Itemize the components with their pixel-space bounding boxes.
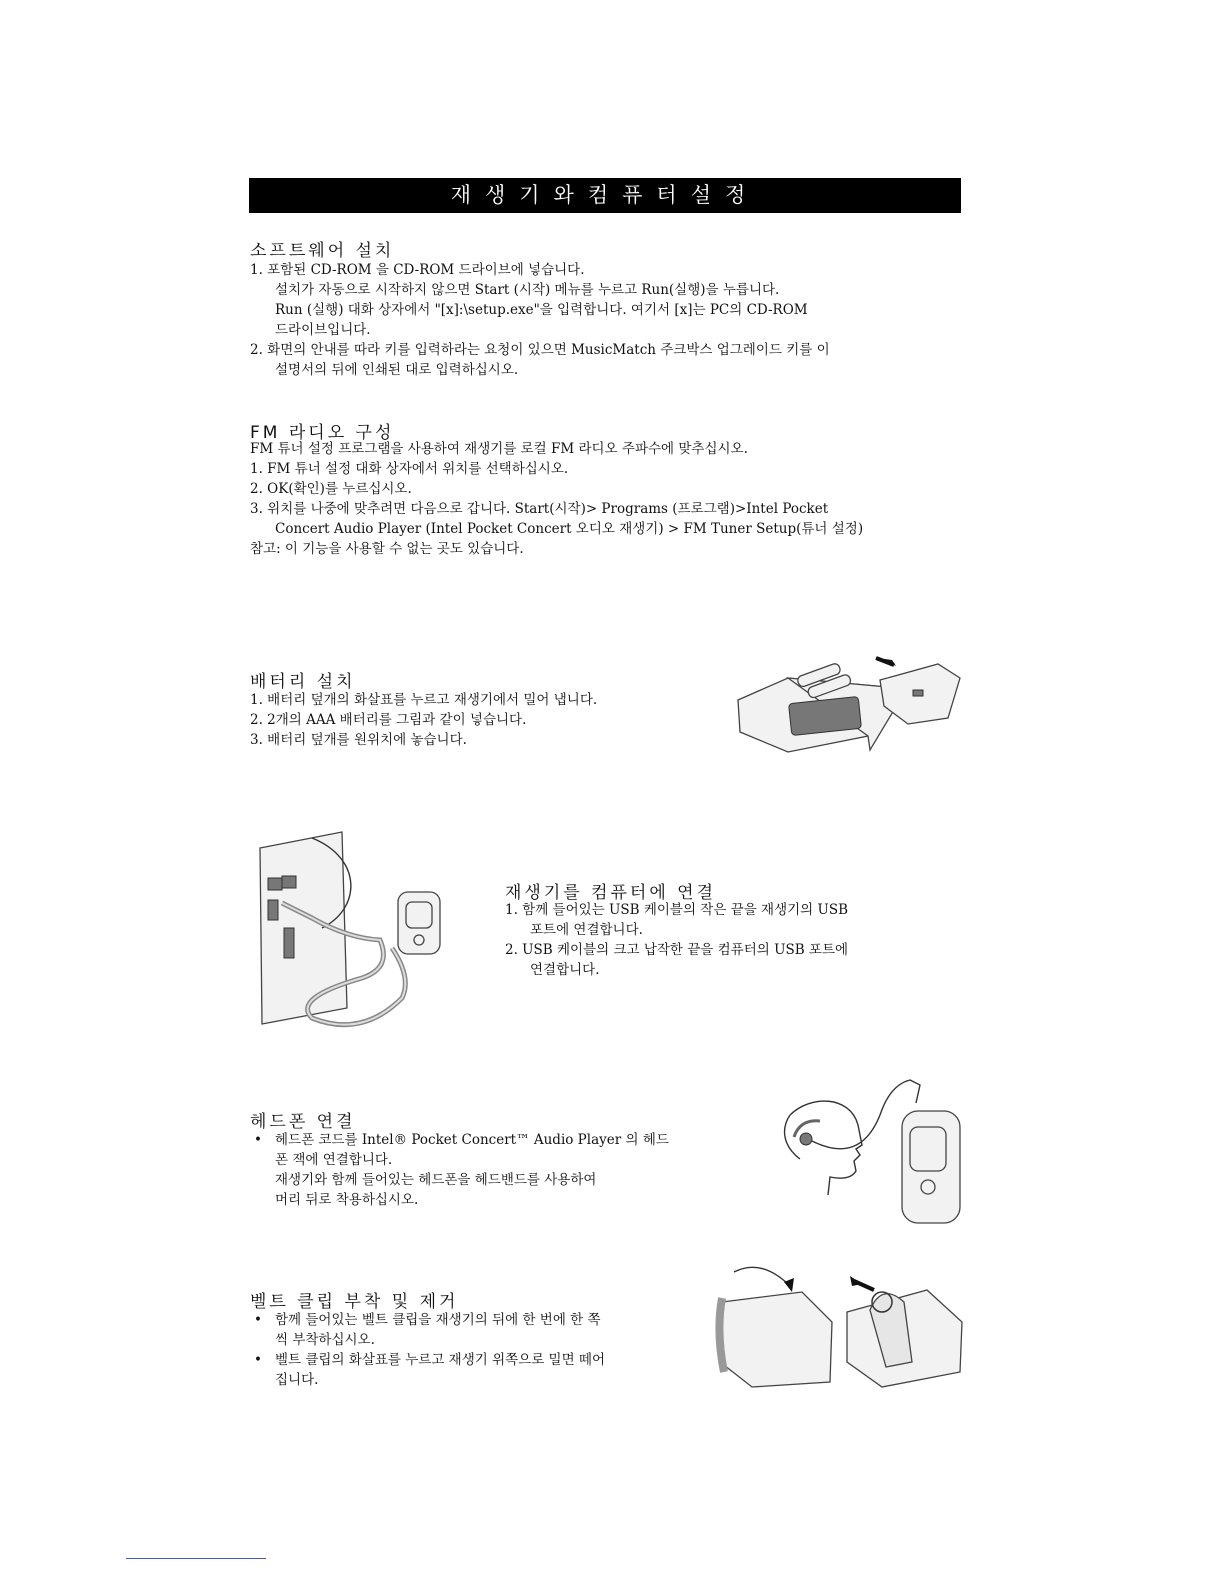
battery-heading: 배터리 설치	[250, 672, 356, 692]
beltclip-illustration	[712, 1262, 967, 1392]
fm-line-3: 2. OK(확인)를 누르십시오.	[250, 481, 412, 497]
headphone-line-1: • 헤드폰 코드를 Intel® Pocket Concert™ Audio Player 의 헤드	[250, 1130, 669, 1150]
battery-illustration	[728, 640, 968, 760]
software-line-1: 1. 포함된 CD-ROM 을 CD-ROM 드라이브에 넣습니다.	[250, 262, 585, 278]
beltclip-heading: 벨트 클립 부착 및 제거	[250, 1292, 459, 1312]
fm-line-1: FM 튜너 설정 프로그램을 사용하여 재생기를 로컬 FM 라디오 주파수에 맞추십시오.	[250, 441, 748, 457]
connect-line-3: 2. USB 케이블의 크고 납작한 끝을 컴퓨터의 USB 포트에	[505, 942, 849, 958]
fm-line-4: 3. 위치를 나중에 맞추려면 다음으로 갑니다. Start(시작)> Programs (프로그램)>Intel Pocket	[250, 501, 829, 517]
beltclip-line-1: • 함께 들어있는 벨트 클립을 재생기의 뒤에 한 번에 한 쪽	[250, 1310, 605, 1330]
fm-line-5: Concert Audio Player (Intel Pocket Concert 오디오 재생기) > FM Tuner Setup(튜너 설정)	[275, 521, 864, 537]
page-title-banner: 재생기와컴퓨터설정	[249, 178, 961, 213]
fm-heading: FM 라디오 구성	[250, 423, 395, 443]
beltclip-line-3: • 벨트 클립의 화살표를 누르고 재생기 위쪽으로 밀면 떼어	[250, 1350, 605, 1370]
software-line-2: 설치가 자동으로 시작하지 않으면 Start (시작) 메뉴를 누르고 Run(실행)을 누릅니다.	[275, 282, 780, 298]
headphone-line-3: 재생기와 함께 들어있는 헤드폰을 헤드밴드를 사용하여	[275, 1172, 597, 1188]
software-heading: 소프트웨어 설치	[250, 241, 395, 261]
headphone-heading: 헤드폰 연결	[250, 1112, 356, 1132]
software-line-5: 2. 화면의 안내를 따라 키를 입력하라는 요청이 있으면 MusicMatch 주크박스 업그레이드 키를 이	[250, 342, 830, 358]
battery-section	[250, 690, 597, 750]
connect-heading: 재생기를 컴퓨터에 연결	[505, 883, 717, 903]
connect-line-1: 1. 함께 들어있는 USB 케이블의 작은 끝을 재생기의 USB	[505, 902, 849, 918]
beltclip-line-2: 씩 부착하십시오.	[275, 1332, 375, 1348]
beltclip-line-4: 집니다.	[275, 1372, 319, 1388]
connect-line-4: 연결합니다.	[530, 962, 600, 978]
battery-line-1: 1. 배터리 덮개의 화살표를 누르고 재생기에서 밀어 냅니다.	[250, 692, 598, 708]
battery-line-3: 3. 배터리 덮개를 원위치에 놓습니다.	[250, 732, 467, 748]
software-line-3: Run (실행) 대화 상자에서 "[x]:\setup.exe"을 입력합니다. 여기서 [x]는 PC의 CD-ROM	[275, 302, 808, 318]
software-line-4: 드라이브입니다.	[275, 322, 371, 338]
software-section	[250, 260, 830, 380]
headphone-section	[250, 1130, 669, 1210]
fm-line-2: 1. FM 튜너 설정 대화 상자에서 위치를 선택하십시오.	[250, 461, 569, 477]
software-line-6: 설명서의 뒤에 인쇄된 대로 입력하십시오.	[275, 362, 519, 378]
headphone-line-4: 머리 뒤로 착용하십시오.	[275, 1192, 419, 1208]
connect-section	[505, 900, 848, 980]
fm-note: 참고: 이 기능을 사용할 수 없는 곳도 있습니다.	[250, 541, 524, 557]
headphone-illustration	[770, 1075, 970, 1230]
headphone-line-2: 폰 잭에 연결합니다.	[275, 1152, 393, 1168]
battery-line-2: 2. 2개의 AAA 배터리를 그림과 같이 넣습니다.	[250, 712, 527, 728]
fm-section	[250, 439, 863, 559]
beltclip-section	[250, 1310, 605, 1390]
footnote-rule	[126, 1558, 266, 1559]
usb-connection-illustration	[252, 828, 452, 1038]
connect-line-2: 포트에 연결합니다.	[530, 922, 643, 938]
